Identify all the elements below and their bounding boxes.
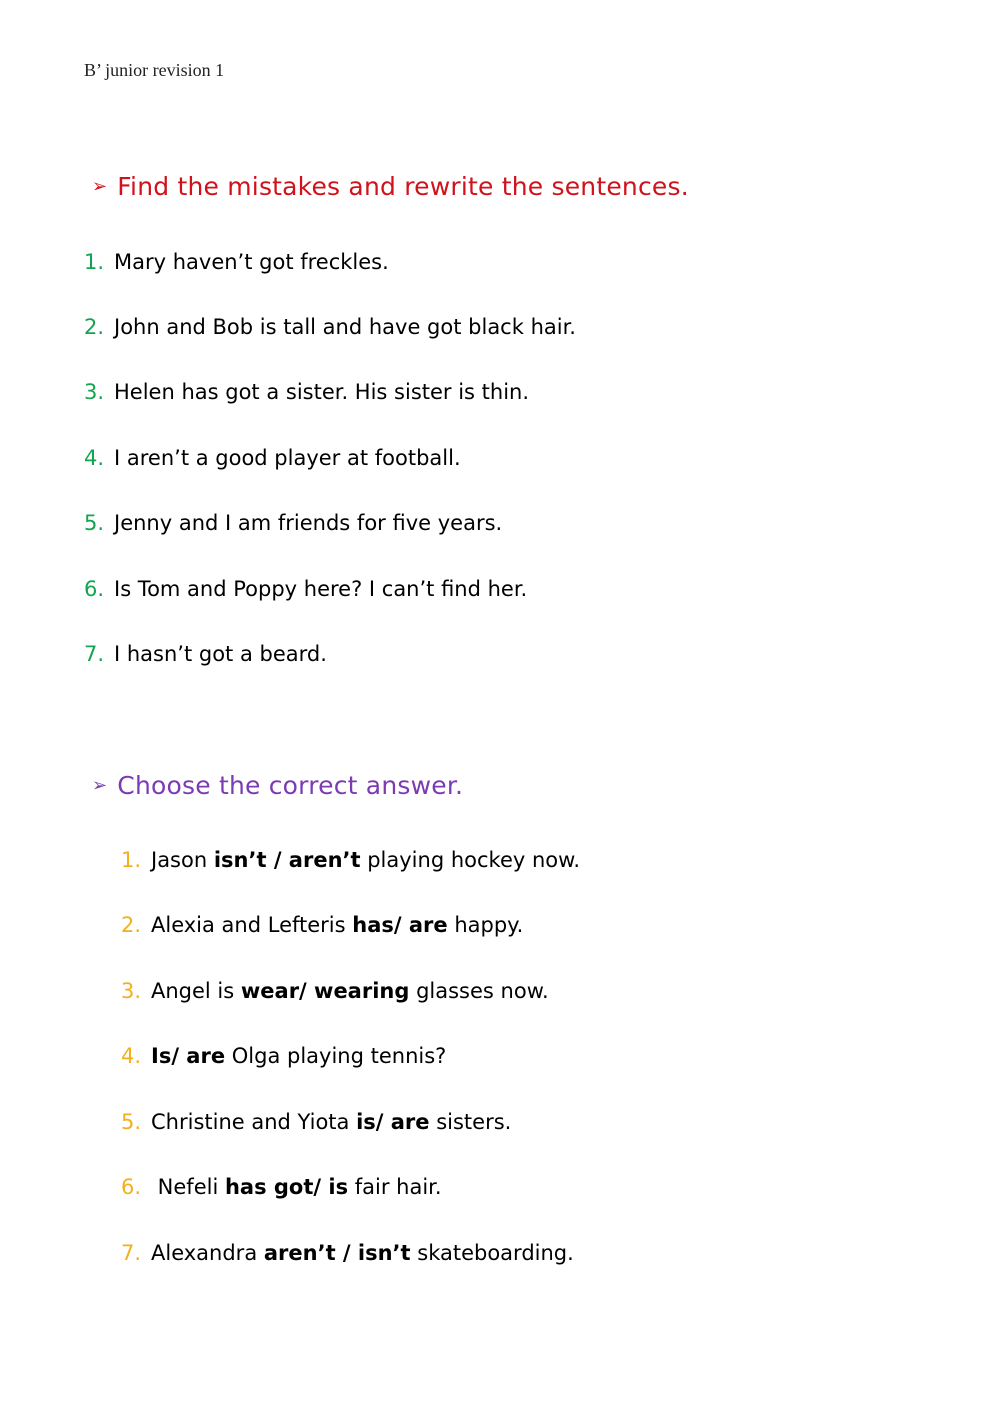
- section-1-title: [92, 172, 689, 201]
- item-text: John and Bob is tall and have got black hair.: [114, 315, 576, 339]
- item-number: 1.: [121, 848, 142, 872]
- document-header: B’ junior revision 1: [84, 60, 225, 80]
- list-item: [84, 382, 529, 403]
- item-number: 6.: [121, 1175, 142, 1199]
- item-number: 7.: [84, 642, 105, 666]
- item-number: 4.: [121, 1044, 142, 1068]
- item-text-after: sisters.: [429, 1110, 512, 1134]
- item-text-after: playing hockey now.: [360, 848, 581, 872]
- arrow-bullet-icon: ➢: [92, 176, 108, 197]
- list-item: [84, 317, 576, 338]
- list-item: [121, 1243, 574, 1264]
- item-text: I hasn’t got a beard.: [114, 642, 327, 666]
- item-number: 4.: [84, 446, 105, 470]
- list-item: [84, 513, 502, 534]
- item-text-before: Alexia and Lefteris: [151, 913, 353, 937]
- item-text-before: Christine and Yiota: [151, 1110, 357, 1134]
- answer-choice: isn’t / aren’t: [213, 848, 361, 872]
- item-text-after: skateboarding.: [410, 1241, 574, 1265]
- list-item: [121, 915, 523, 936]
- answer-choice: Is/ are: [151, 1044, 226, 1068]
- list-item: [121, 1177, 442, 1198]
- item-number: 3.: [121, 979, 142, 1003]
- item-number: 5.: [84, 511, 105, 535]
- list-item: [84, 448, 461, 469]
- list-item: [84, 252, 389, 273]
- item-number: 2.: [84, 315, 105, 339]
- item-number: 6.: [84, 577, 105, 601]
- list-item: [84, 644, 327, 665]
- item-text: Is Tom and Poppy here? I can’t find her.: [114, 577, 528, 601]
- section-2-title-text: Choose the correct answer.: [117, 771, 464, 800]
- answer-choice: has/ are: [352, 913, 448, 937]
- item-text-before: Alexandra: [151, 1241, 264, 1265]
- item-text: Helen has got a sister. His sister is thin.: [114, 380, 530, 404]
- section-2-title: [92, 771, 463, 800]
- list-item: [84, 579, 527, 600]
- item-number: 2.: [121, 913, 142, 937]
- section-1-title-text: Find the mistakes and rewrite the sentences.: [117, 172, 689, 201]
- item-text-after: happy.: [447, 913, 524, 937]
- list-item: [121, 1112, 511, 1133]
- answer-choice: wear/ wearing: [240, 979, 410, 1003]
- answer-choice: is/ are: [356, 1110, 430, 1134]
- item-text-before: Angel is: [151, 979, 241, 1003]
- item-number: 1.: [84, 250, 105, 274]
- arrow-bullet-icon: ➢: [92, 775, 108, 796]
- item-text: Mary haven’t got freckles.: [114, 250, 389, 274]
- item-number: 7.: [121, 1241, 142, 1265]
- item-text-after: glasses now.: [409, 979, 549, 1003]
- answer-choice: has got/ is: [224, 1175, 349, 1199]
- answer-choice: aren’t / isn’t: [263, 1241, 411, 1265]
- item-number: 3.: [84, 380, 105, 404]
- item-text-after: fair hair.: [348, 1175, 442, 1199]
- item-text-after: Olga playing tennis?: [225, 1044, 447, 1068]
- item-text: Jenny and I am friends for five years.: [114, 511, 503, 535]
- list-item: [121, 850, 580, 871]
- item-text-before: Nefeli: [151, 1175, 225, 1199]
- item-text: I aren’t a good player at football.: [114, 446, 461, 470]
- list-item: [121, 981, 549, 1002]
- item-number: 5.: [121, 1110, 142, 1134]
- item-text-before: Jason: [151, 848, 214, 872]
- list-item: [121, 1046, 446, 1067]
